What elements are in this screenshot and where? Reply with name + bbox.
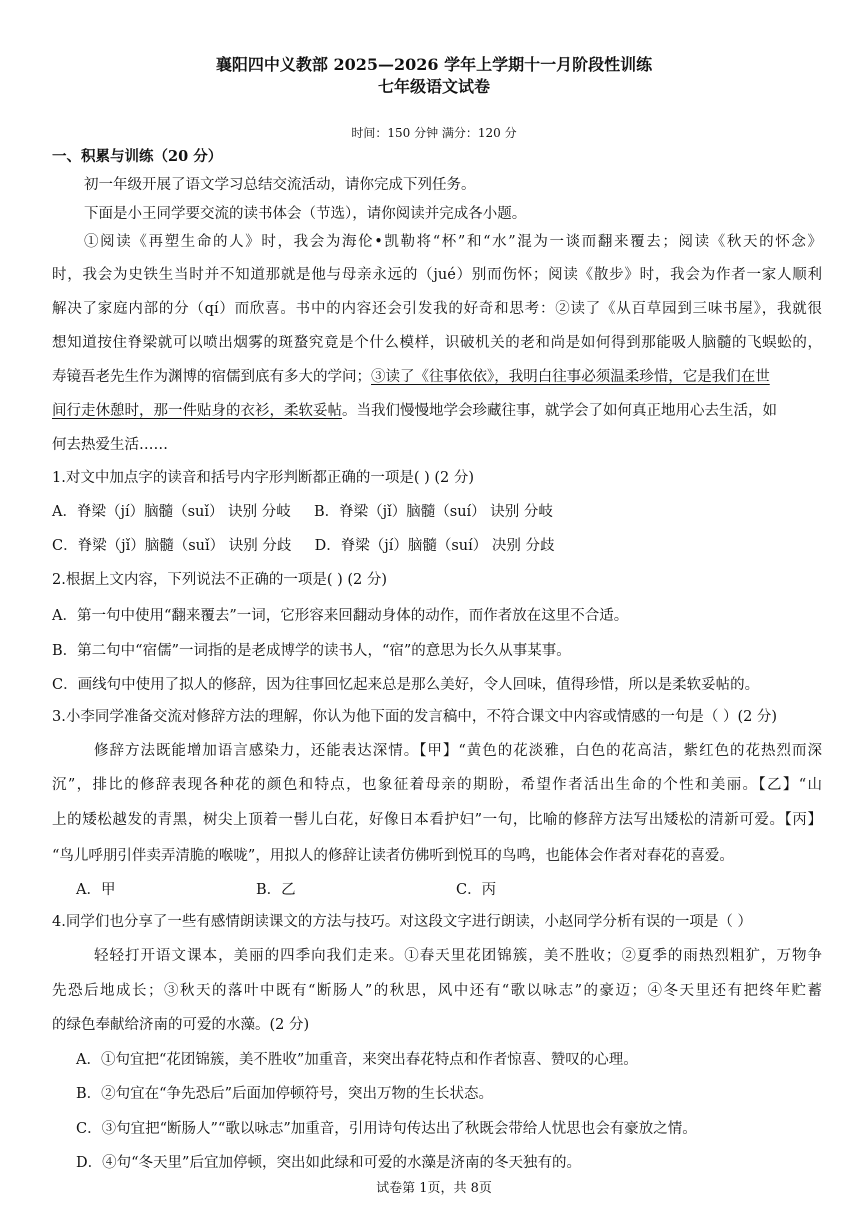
- option-a: A．脊梁（jí）脑髓（suǐ） 诀别 分岐: [52, 504, 291, 520]
- q3-passage-line: “鸟儿呼朋引伴卖弄清脆的喉咙”，用拟人的修辞让读者仿佛听到悦耳的鸟鸣，也能体会作者对春花的喜爱。: [52, 848, 734, 864]
- exam-title-line1: 襄阳四中义教部 2025—2026 学年上学期十一月阶段性训练: [215, 55, 653, 74]
- underlined-sentence: ③读了《往事依依》，我明白往事必须温柔珍惜，它是我们在世: [371, 369, 770, 385]
- section-intro-2: 下面是小王同学要交流的读书体会（节选），请你阅读并完成各小题。: [84, 206, 527, 222]
- underlined-sentence: 间行走休憩时，那一件贴身的衣衫，柔软妥帖: [52, 403, 342, 419]
- option-c: C．③句宜把“断肠人”“歌以咏志”加重音，引用诗句传达出了秋既会带给人忧思也会有豪放之情。: [76, 1121, 697, 1137]
- passage-line: 时，我会为史铁生当时并不知道那就是他与母亲永远的（jué）别而伤怀；阅读《散步》时，我会为作者一家人顺利: [52, 267, 822, 283]
- option-d: D．脊梁（jí）脑髓（suí） 决别 分歧: [314, 538, 555, 554]
- q3-passage-line: 沉”，排比的修辞表现各种花的颜色和特点，也象征着母亲的期盼，希望作者活出生命的个性和美丽。【乙】“山: [52, 777, 822, 793]
- option-a: A．甲: [76, 882, 116, 898]
- section-intro-1: 初一年级开展了语文学习总结交流活动，请你完成下列任务。: [84, 177, 476, 193]
- time-score-info: 时间：150 分钟 满分：120 分: [351, 126, 517, 140]
- exam-title-line2: 七年级语文试卷: [377, 77, 490, 96]
- option-c: C．脊梁（jǐ）脑髓（suǐ） 诀别 分歧: [52, 538, 292, 554]
- passage-line: 想知道按住脊梁就可以喷出烟雾的斑蝥究竟是个什么模样，识破机关的老和尚是如何得到那能吸人脑髓的飞蜈蚣的，: [52, 335, 822, 351]
- q4-passage-line: 先恐后地成长；③秋天的落叶中既有“断肠人”的秋思，风中还有“歌以咏志”的豪迈；④冬天里还有把终年贮蓄: [52, 983, 822, 999]
- option-c: C．画线句中使用了拟人的修辞，因为往事回忆起来总是那么美好，令人回味，值得珍惜，所以是柔软妥帖的。: [52, 677, 760, 693]
- option-a: A．第一句中使用“翻来覆去”一词，它形容来回翻动身体的动作，而作者放在这里不合适。: [52, 608, 629, 624]
- q4-passage-line: 轻轻打开语文课本，美丽的四季向我们走来。①春天里花团锦簇，美不胜收；②夏季的雨热烈粗犷，万物争: [94, 948, 822, 964]
- option-b: B．第二句中“宿儒”一词指的是老成博学的读书人，“宿”的意思为长久从事某事。: [52, 643, 571, 659]
- passage-line: ①阅读《再塑生命的人》时，我会为海伦•凯勒将“杯”和“水”混为一谈而翻来覆去；阅读《秋天的怀念》: [84, 234, 822, 250]
- option-b: B．②句宜在“争先恐后”后面加停顿符号，突出万物的生长状态。: [76, 1086, 493, 1102]
- option-b: B．脊梁（jǐ）脑髓（suí） 诀别 分岐: [313, 504, 553, 520]
- question-4-stem: 4.同学们也分享了一些有感情朗读课文的方法与技巧。对这段文字进行朗读，小赵同学分析有误的一项是（ ）: [52, 914, 752, 930]
- passage-line: [52, 401, 777, 421]
- question-1-options-ab: [52, 502, 822, 522]
- question-3-stem: 3.小李同学准备交流对修辞方法的理解，你认为他下面的发言稿中，不符合课文中内容或情感的一句是（ ）(2 分): [52, 709, 778, 725]
- option-c: C．丙: [456, 882, 497, 898]
- option-b: B．乙: [256, 882, 296, 898]
- option-d: D．④句“冬天里”后宜加停顿，突出如此绿和可爱的水藻是济南的冬天独有的。: [76, 1155, 581, 1171]
- q4-passage-line: 的绿色奉献给济南的可爱的水藻。(2 分): [52, 1017, 310, 1033]
- section-heading: 一、积累与训练（20 分）: [52, 148, 223, 165]
- question-1-options-cd: [52, 536, 822, 556]
- page-footer: 试卷第 1页，共 8页: [376, 1181, 492, 1196]
- q3-passage-line: 修辞方法既能增加语言感染力，还能表达深情。【甲】“黄色的花淡雅，白色的花高洁，紫红色的花热烈而深: [94, 743, 822, 759]
- option-a: A．①句宜把“花团锦簇，美不胜收”加重音，来突出春花特点和作者惊喜、赞叹的心理。: [76, 1052, 638, 1068]
- question-1-stem: 1.对文中加点字的读音和括号内字形判断都正确的一项是( ) (2 分): [52, 470, 475, 486]
- passage-line: 解决了家庭内部的分（qí）而欣喜。书中的内容还会引发我的好奇和思考：②读了《从百草园到三味书屋》，我就很: [52, 301, 822, 317]
- passage-segment: 。当我们慢慢地学会珍藏往事，就学会了如何真正地用心去生活，如: [342, 403, 777, 419]
- passage-segment: 寿镜吾老先生作为渊博的宿儒到底有多大的学问；: [52, 369, 371, 385]
- q3-passage-line: 上的矮松越发的青黑，树尖上顶着一髻儿白花，好像日本看护妇”一句，比喻的修辞方法写出矮松的清新可爱。【丙】: [52, 812, 822, 828]
- passage-line: [52, 367, 770, 387]
- passage-line: 何去热爱生活……: [52, 437, 168, 453]
- question-2-stem: 2.根据上文内容，下列说法不正确的一项是( ) (2 分): [52, 572, 388, 588]
